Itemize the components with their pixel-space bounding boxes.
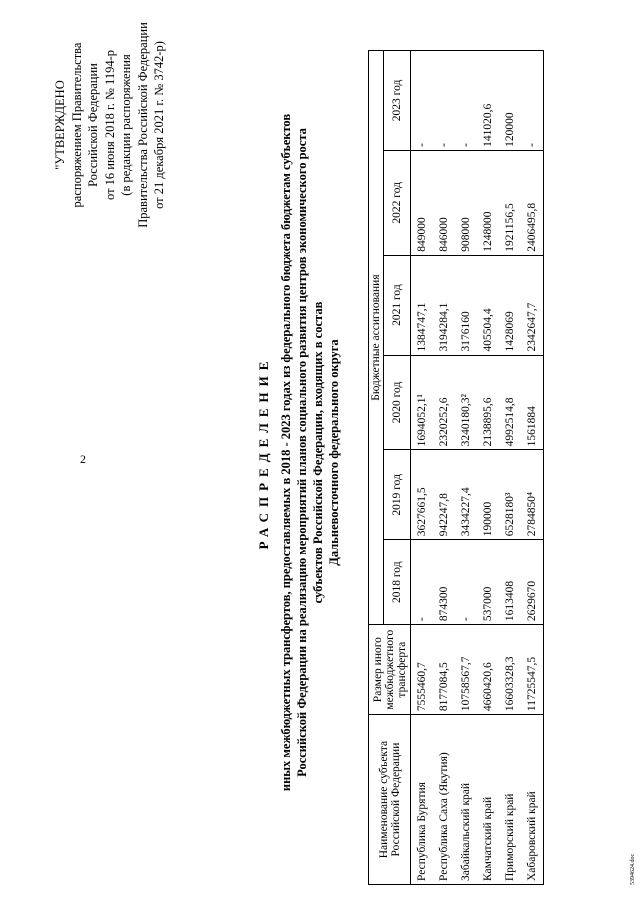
value-2021: 3176160	[455, 255, 477, 355]
value-2020: 2320252,6	[433, 355, 455, 450]
transfer-size: 16603328,3	[499, 625, 521, 715]
table-row	[521, 51, 544, 885]
value-2020: 1561884	[521, 355, 544, 450]
value-2022: 2406495,8	[521, 150, 544, 255]
value-2023: 141020,6	[477, 51, 499, 151]
table-row	[433, 51, 455, 885]
value-2022: 908000	[455, 150, 477, 255]
subtitle-line: Дальневосточного федерального округа	[327, 339, 341, 566]
approval-block	[52, 10, 168, 240]
value-2023: -	[521, 51, 544, 151]
value-2020: 1694052,1¹	[411, 355, 434, 450]
header-budget-allocations: Бюджетные ассигнования	[369, 51, 384, 625]
header-year: 2020 год	[384, 355, 411, 450]
table-row	[499, 51, 521, 885]
header-subject: Наименование субъекта Российской Федерации	[369, 715, 411, 885]
subject-name: Забайкальский край	[455, 715, 477, 885]
header-year: 2018 год	[384, 540, 411, 625]
approval-line: от 21 декабря 2021 г. № 3742-р)	[152, 41, 166, 209]
subtitle-line: Российской Федерации на реализацию мероприятий планов социального развития центров экономического роста	[295, 128, 309, 777]
value-2019: 3627661,5	[411, 450, 434, 540]
transfer-size: 10758567,7	[455, 625, 477, 715]
value-2021: 405504,4	[477, 255, 499, 355]
transfer-size: 4660420,6	[477, 625, 499, 715]
value-2020: 2138895,6	[477, 355, 499, 450]
value-2018: -	[411, 540, 434, 625]
value-2019: 2784850⁴	[521, 450, 544, 540]
table-row	[477, 51, 499, 885]
value-2019: 3434227,4	[455, 450, 477, 540]
value-2019: 190000	[477, 450, 499, 540]
approval-line: "УТВЕРЖДЕНО	[53, 80, 67, 170]
file-reference: 5394624.doc	[630, 853, 636, 885]
value-2022: 1248000	[477, 150, 499, 255]
distribution-table	[368, 50, 544, 885]
value-2019: 942247,8	[433, 450, 455, 540]
header-year: 2022 год	[384, 150, 411, 255]
value-2022: 1921156,5	[499, 150, 521, 255]
value-2022: 849000	[411, 150, 434, 255]
value-2021: 2342647,7	[521, 255, 544, 355]
approval-line: (в редакции распоряжения	[119, 54, 133, 196]
value-2023: 120000	[499, 51, 521, 151]
subject-name: Республика Саха (Якутия)	[433, 715, 455, 885]
value-2018: -	[455, 540, 477, 625]
header-year: 2021 год	[384, 255, 411, 355]
value-2018: 1613408	[499, 540, 521, 625]
header-year: 2019 год	[384, 450, 411, 540]
table-row	[411, 51, 434, 885]
transfer-size: 11725547,5	[521, 625, 544, 715]
document-title: РАСПРЕДЕЛЕНИЕ	[256, 355, 271, 550]
approval-line: распоряжением Правительства	[69, 42, 84, 208]
value-2021: 1428069	[499, 255, 521, 355]
subject-name: Хабаровский край	[521, 715, 544, 885]
value-2021: 1384747,1	[411, 255, 434, 355]
value-2018: 2629670	[521, 540, 544, 625]
value-2019: 6528180³	[499, 450, 521, 540]
subject-name: Республика Бурятия	[411, 715, 434, 885]
value-2018: 874300	[433, 540, 455, 625]
value-2021: 3194284,1	[433, 255, 455, 355]
value-2020: 4992514,8	[499, 355, 521, 450]
page-number: 2	[80, 452, 86, 466]
subject-name: Приморский край	[499, 715, 521, 885]
subject-name: Камчатский край	[477, 715, 499, 885]
value-2023: -	[411, 51, 434, 151]
value-2023: -	[433, 51, 455, 151]
approval-line: от 16 июня 2018 г. № 1194-р	[102, 50, 117, 200]
header-transfer-size: Размер иного межбюджетного трансферта	[369, 625, 411, 715]
subtitle-line: иных межбюджетных трансфертов, предоставляемых в 2018 - 2023 годах из федерального бюджета бюджетам субъектов	[279, 113, 293, 792]
approval-line: Российской Федерации	[86, 63, 100, 187]
document-subtitle	[278, 0, 342, 905]
value-2023: -	[455, 51, 477, 151]
value-2018: 537000	[477, 540, 499, 625]
value-2020: 3240180,3²	[455, 355, 477, 450]
transfer-size: 7555460,7	[411, 625, 434, 715]
table-row	[455, 51, 477, 885]
header-year: 2023 год	[384, 51, 411, 151]
approval-line: Правительства Российской Федерации	[135, 22, 150, 228]
subtitle-line: субъектов Российской Федерации, входящих в состав	[311, 301, 325, 604]
transfer-size: 8177084,5	[433, 625, 455, 715]
value-2022: 846000	[433, 150, 455, 255]
